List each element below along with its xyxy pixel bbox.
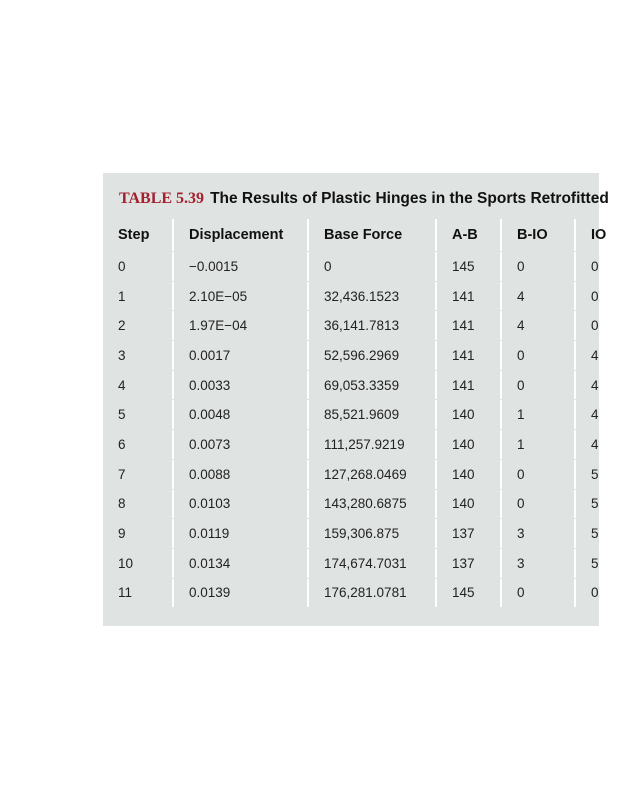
cell-displacement: 0.0048 bbox=[174, 400, 309, 429]
cell-a-b: 141 bbox=[437, 282, 502, 311]
table-title: The Results of Plastic Hinges in the Sports Retrofitted bbox=[210, 190, 609, 207]
cell-a-b: 137 bbox=[437, 519, 502, 548]
cell-displacement: −0.0015 bbox=[174, 252, 309, 281]
cell-base-force: 36,141.7813 bbox=[309, 311, 437, 340]
cell-b-io: 0 bbox=[502, 252, 576, 281]
cell-base-force: 176,281.0781 bbox=[309, 579, 437, 608]
cell-displacement: 0.0139 bbox=[174, 579, 309, 608]
table-panel bbox=[103, 173, 609, 626]
header-base-force: Base Force bbox=[309, 219, 437, 251]
header-io: IO bbox=[591, 227, 607, 243]
cell-b-io: 0 bbox=[502, 341, 576, 370]
header-b-io: B-IO bbox=[502, 219, 576, 251]
cell-displacement: 0.0033 bbox=[174, 371, 309, 400]
cell-b-io: 4 bbox=[502, 311, 576, 340]
cell-step: 7 bbox=[103, 460, 174, 489]
cell-b-io: 0 bbox=[502, 460, 576, 489]
cell-base-force: 127,268.0469 bbox=[309, 460, 437, 489]
cell-a-b: 141 bbox=[437, 371, 502, 400]
cell-a-b: 140 bbox=[437, 490, 502, 519]
cell-step: 1 bbox=[103, 282, 174, 311]
cell-base-force: 143,280.6875 bbox=[309, 490, 437, 519]
cell-b-io: 3 bbox=[502, 519, 576, 548]
cell-base-force: 111,257.9219 bbox=[309, 430, 437, 459]
cell-step: 9 bbox=[103, 519, 174, 548]
cell-a-b: 141 bbox=[437, 341, 502, 370]
cell-a-b: 140 bbox=[437, 400, 502, 429]
cell-a-b: 137 bbox=[437, 549, 502, 578]
cell-a-b: 145 bbox=[437, 252, 502, 281]
cell-step: 6 bbox=[103, 430, 174, 459]
cell-io: 5 bbox=[591, 526, 599, 542]
cell-b-io: 3 bbox=[502, 549, 576, 578]
cell-io: 5 bbox=[591, 555, 599, 571]
cell-io: 0 bbox=[591, 585, 599, 601]
table-label: TABLE 5.39 bbox=[119, 190, 205, 207]
cell-displacement: 0.0103 bbox=[174, 490, 309, 519]
cell-step: 3 bbox=[103, 341, 174, 370]
cell-a-b: 145 bbox=[437, 579, 502, 608]
cell-a-b: 141 bbox=[437, 311, 502, 340]
cell-io: 5 bbox=[591, 496, 599, 512]
cell-base-force: 52,596.2969 bbox=[309, 341, 437, 370]
cell-io: 4 bbox=[591, 377, 599, 393]
cell-b-io: 1 bbox=[502, 400, 576, 429]
cell-step: 0 bbox=[103, 252, 174, 281]
cell-displacement: 0.0134 bbox=[174, 549, 309, 578]
header-step: Step bbox=[103, 219, 174, 251]
table-caption bbox=[119, 190, 609, 208]
cell-io: 4 bbox=[591, 436, 599, 452]
cell-displacement: 1.97E−04 bbox=[174, 311, 309, 340]
cell-io: 0 bbox=[591, 318, 599, 334]
header-a-b: A-B bbox=[437, 219, 502, 251]
cell-step: 10 bbox=[103, 549, 174, 578]
cell-b-io: 0 bbox=[502, 490, 576, 519]
cell-b-io: 4 bbox=[502, 282, 576, 311]
cell-io: 5 bbox=[591, 466, 599, 482]
cell-io: 0 bbox=[591, 288, 599, 304]
cell-step: 5 bbox=[103, 400, 174, 429]
cell-a-b: 140 bbox=[437, 430, 502, 459]
cell-io: 4 bbox=[591, 347, 599, 363]
cell-a-b: 140 bbox=[437, 460, 502, 489]
cell-b-io: 0 bbox=[502, 579, 576, 608]
cell-base-force: 32,436.1523 bbox=[309, 282, 437, 311]
cell-displacement: 0.0017 bbox=[174, 341, 309, 370]
cell-base-force: 69,053.3359 bbox=[309, 371, 437, 400]
cell-displacement: 2.10E−05 bbox=[174, 282, 309, 311]
cell-step: 4 bbox=[103, 371, 174, 400]
cell-base-force: 159,306.875 bbox=[309, 519, 437, 548]
cell-step: 2 bbox=[103, 311, 174, 340]
cell-base-force: 174,674.7031 bbox=[309, 549, 437, 578]
cell-displacement: 0.0088 bbox=[174, 460, 309, 489]
cell-displacement: 0.0119 bbox=[174, 519, 309, 548]
cell-io: 0 bbox=[591, 258, 599, 274]
cell-step: 8 bbox=[103, 490, 174, 519]
cell-base-force: 0 bbox=[309, 252, 437, 281]
header-displacement: Displacement bbox=[174, 219, 309, 251]
cell-io: 4 bbox=[591, 407, 599, 423]
cell-displacement: 0.0073 bbox=[174, 430, 309, 459]
cell-b-io: 1 bbox=[502, 430, 576, 459]
cell-step: 11 bbox=[103, 579, 174, 608]
cell-base-force: 85,521.9609 bbox=[309, 400, 437, 429]
cell-b-io: 0 bbox=[502, 371, 576, 400]
